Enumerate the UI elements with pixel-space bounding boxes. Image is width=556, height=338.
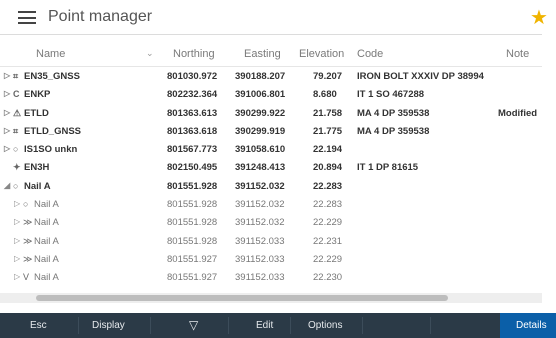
display-button[interactable]: Display [92,320,125,331]
point-type-icon: ✦ [13,162,21,173]
point-type-icon: ⌗ [13,125,19,136]
northing-value: 801551.928 [167,235,218,247]
filter-icon[interactable]: ▽ [189,318,199,332]
page-title: Point manager [48,8,153,25]
point-name: EN35_GNSS [24,71,80,82]
point-name: IS1SO unkn [24,144,78,156]
elevation-value: 22.283 [313,180,343,192]
point-type-icon: ⌗ [13,71,19,81]
table-row[interactable] [0,233,542,251]
easting-value: 390299.919 [235,125,286,137]
expand-toggle-icon[interactable]: ▷ [14,199,21,209]
elevation-value: 79.207 [313,71,343,82]
easting-value: 391058.610 [235,144,286,156]
sort-descending-icon[interactable]: ⌄ [146,48,154,58]
code-value: IRON BOLT XXXIV DP 38994 [357,71,484,82]
toolbar-divider [430,317,431,334]
point-name: Nail A [34,199,59,211]
toolbar-divider [362,317,363,334]
northing-value: 802150.495 [167,162,218,174]
easting-value: 391006.801 [235,89,286,101]
elevation-value: 22.229 [313,217,343,229]
code-value: MA 4 DP 359538 [357,107,430,119]
northing-value: 801551.928 [167,199,218,211]
horizontal-scrollbar[interactable] [0,293,542,303]
table-row[interactable] [0,214,542,232]
easting-value: 391248.413 [235,162,286,174]
table-row[interactable] [0,123,542,141]
elevation-value: 22.283 [313,199,343,211]
toolbar-divider [78,317,79,334]
code-value: MA 4 DP 359538 [357,125,430,137]
elevation-value: 22.194 [313,144,343,156]
elevation-value: 22.229 [313,253,343,265]
easting-value: 391152.033 [235,235,285,247]
expand-toggle-icon[interactable]: ▷ [4,125,11,135]
expand-toggle-icon[interactable]: ▷ [14,217,21,227]
elevation-value: 8.680 [313,89,337,101]
point-name: EN3H [24,162,50,174]
options-button[interactable]: Options [308,320,343,331]
expand-toggle-icon[interactable]: ▷ [14,272,21,282]
easting-value: 390299.922 [235,107,286,119]
expand-toggle-icon[interactable]: ◢ [4,180,11,190]
expand-toggle-icon[interactable]: ▷ [4,144,11,154]
expand-toggle-icon[interactable]: ▷ [4,89,11,99]
expand-toggle-icon[interactable]: ▷ [14,253,21,263]
edit-button[interactable]: Edit [256,320,274,331]
table-row[interactable] [0,141,542,159]
point-list [0,68,542,288]
point-type-icon: ≫ [23,235,33,246]
northing-value: 801363.618 [167,125,218,137]
northing-value: 801551.928 [167,217,218,229]
easting-value: 391152.032 [235,217,285,229]
table-row[interactable] [0,86,542,104]
app-header [0,0,548,35]
code-value: IT 1 DP 81615 [357,162,419,174]
point-name: ENKP [24,89,51,101]
point-type-icon: ≫ [23,253,33,264]
column-header-name[interactable]: Name [36,48,66,60]
toolbar-divider [150,317,151,334]
point-type-icon: ○ [23,199,29,210]
column-header-easting[interactable]: Easting [244,48,281,60]
elevation-value: 21.758 [313,107,343,119]
easting-value: 391152.032 [235,199,285,211]
point-type-icon: ≫ [23,217,33,228]
table-row[interactable] [0,269,542,287]
code-value: IT 1 SO 467288 [357,89,425,101]
toolbar-divider [290,317,291,334]
expand-toggle-icon[interactable]: ▷ [4,71,11,80]
table-row[interactable] [0,68,542,86]
elevation-value: 22.231 [313,235,343,247]
northing-value: 801030.972 [167,71,218,82]
expand-toggle-icon[interactable]: ▷ [4,107,11,117]
point-type-icon: V [23,272,30,283]
expand-toggle-icon[interactable]: ▷ [14,235,21,245]
northing-value: 801551.927 [167,272,218,284]
point-name: Nail A [34,272,59,284]
point-type-icon: ⚠ [13,107,22,118]
elevation-value: 20.894 [313,162,343,174]
elevation-value: 22.230 [313,272,343,284]
northing-value: 801567.773 [167,144,218,156]
northing-value: 801363.613 [167,107,218,119]
northing-value: 801551.927 [167,253,218,265]
esc-button[interactable]: Esc [30,320,47,331]
table-row[interactable] [0,159,542,177]
favorite-star-icon[interactable]: ★ [530,7,548,29]
point-name: Nail A [34,217,59,229]
point-type-icon: ○ [13,180,19,191]
column-header-northing[interactable]: Northing [173,48,215,60]
point-name: Nail A [34,253,59,265]
elevation-value: 21.775 [313,125,343,137]
easting-value: 391152.032 [235,180,285,192]
northing-value: 802232.364 [167,89,218,101]
scrollbar-thumb[interactable] [36,295,448,301]
point-type-icon: C [13,89,20,100]
column-header-code[interactable]: Code [357,48,384,60]
column-header-note[interactable]: Note [506,48,530,60]
northing-value: 801551.928 [167,180,218,192]
details-button[interactable]: Details [500,313,556,338]
table-row[interactable] [0,251,542,269]
table-row[interactable] [0,178,542,196]
toolbar-divider [228,317,229,334]
point-name: Nail A [34,235,59,247]
column-header-elevation[interactable]: Elevation [299,48,345,60]
point-name: ETLD_GNSS [24,125,82,137]
point-name: Nail A [24,180,51,192]
table-header [0,42,542,67]
footer-toolbar [0,313,547,338]
table-row[interactable] [0,105,542,123]
menu-icon[interactable] [18,11,36,24]
point-name: ETLD [24,107,49,119]
table-row[interactable] [0,196,542,214]
easting-value: 391152.033 [235,253,285,265]
note-value: Modified [498,107,538,119]
easting-value: 391152.033 [235,272,285,284]
easting-value: 390188.207 [235,71,286,82]
point-type-icon: ○ [13,144,19,155]
